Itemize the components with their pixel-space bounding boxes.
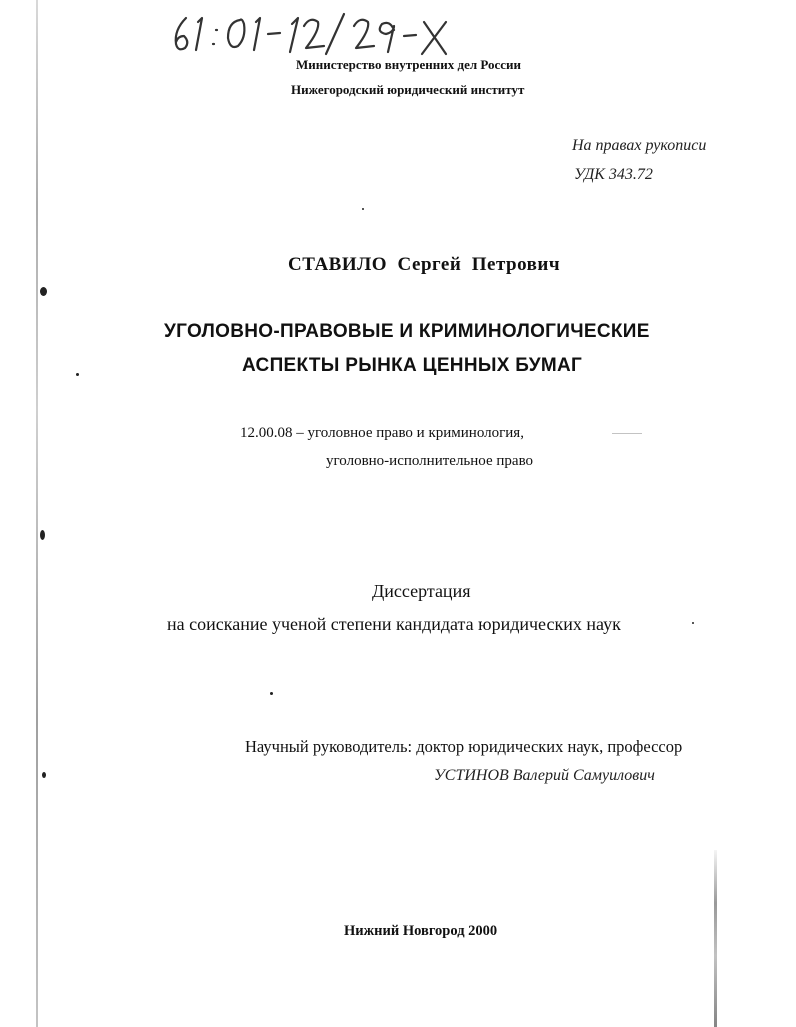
- dissertation-purpose: на соискание ученой степени кандидата юридических наук: [167, 614, 621, 634]
- thesis-title-line-1: УГОЛОВНО-ПРАВОВЫЕ И КРИМИНОЛОГИЧЕСКИЕ: [164, 321, 650, 342]
- scan-speck: [40, 287, 47, 296]
- institute-name: Нижегородский юридический институт: [291, 82, 525, 97]
- thesis-title-line-2: АСПЕКТЫ РЫНКА ЦЕННЫХ БУМАГ: [242, 355, 583, 376]
- handwritten-archive-code: [168, 8, 498, 58]
- scan-speck: [270, 692, 273, 695]
- specialty-line-2: уголовно-исполнительное право: [326, 453, 534, 469]
- specialty-line-1: 12.00.08 – уголовное право и криминология,: [240, 425, 524, 441]
- dissertation-type: Диссертация: [372, 581, 471, 601]
- scan-speck: [40, 530, 45, 540]
- supervisor-label: Научный руководитель: доктор юридических наук, профессор: [245, 737, 683, 756]
- scan-edge-right: [714, 850, 717, 1027]
- scan-speck: [692, 622, 694, 624]
- scan-speck: [42, 772, 46, 778]
- author-name: СТАВИЛО Сергей Петрович: [288, 254, 561, 275]
- supervisor-name: УСТИНОВ Валерий Самуилович: [434, 767, 655, 784]
- scan-speck: [362, 208, 364, 210]
- scan-artifact-dash: [612, 433, 642, 434]
- scan-edge-left: [36, 0, 38, 1027]
- udk-code: УДК 343.72: [574, 166, 653, 183]
- ministry-name: Министерство внутренних дел России: [296, 57, 522, 72]
- city-year: Нижний Новгород 2000: [344, 923, 498, 939]
- scan-speck: [76, 373, 79, 376]
- manuscript-rights: На правах рукописи: [572, 137, 707, 154]
